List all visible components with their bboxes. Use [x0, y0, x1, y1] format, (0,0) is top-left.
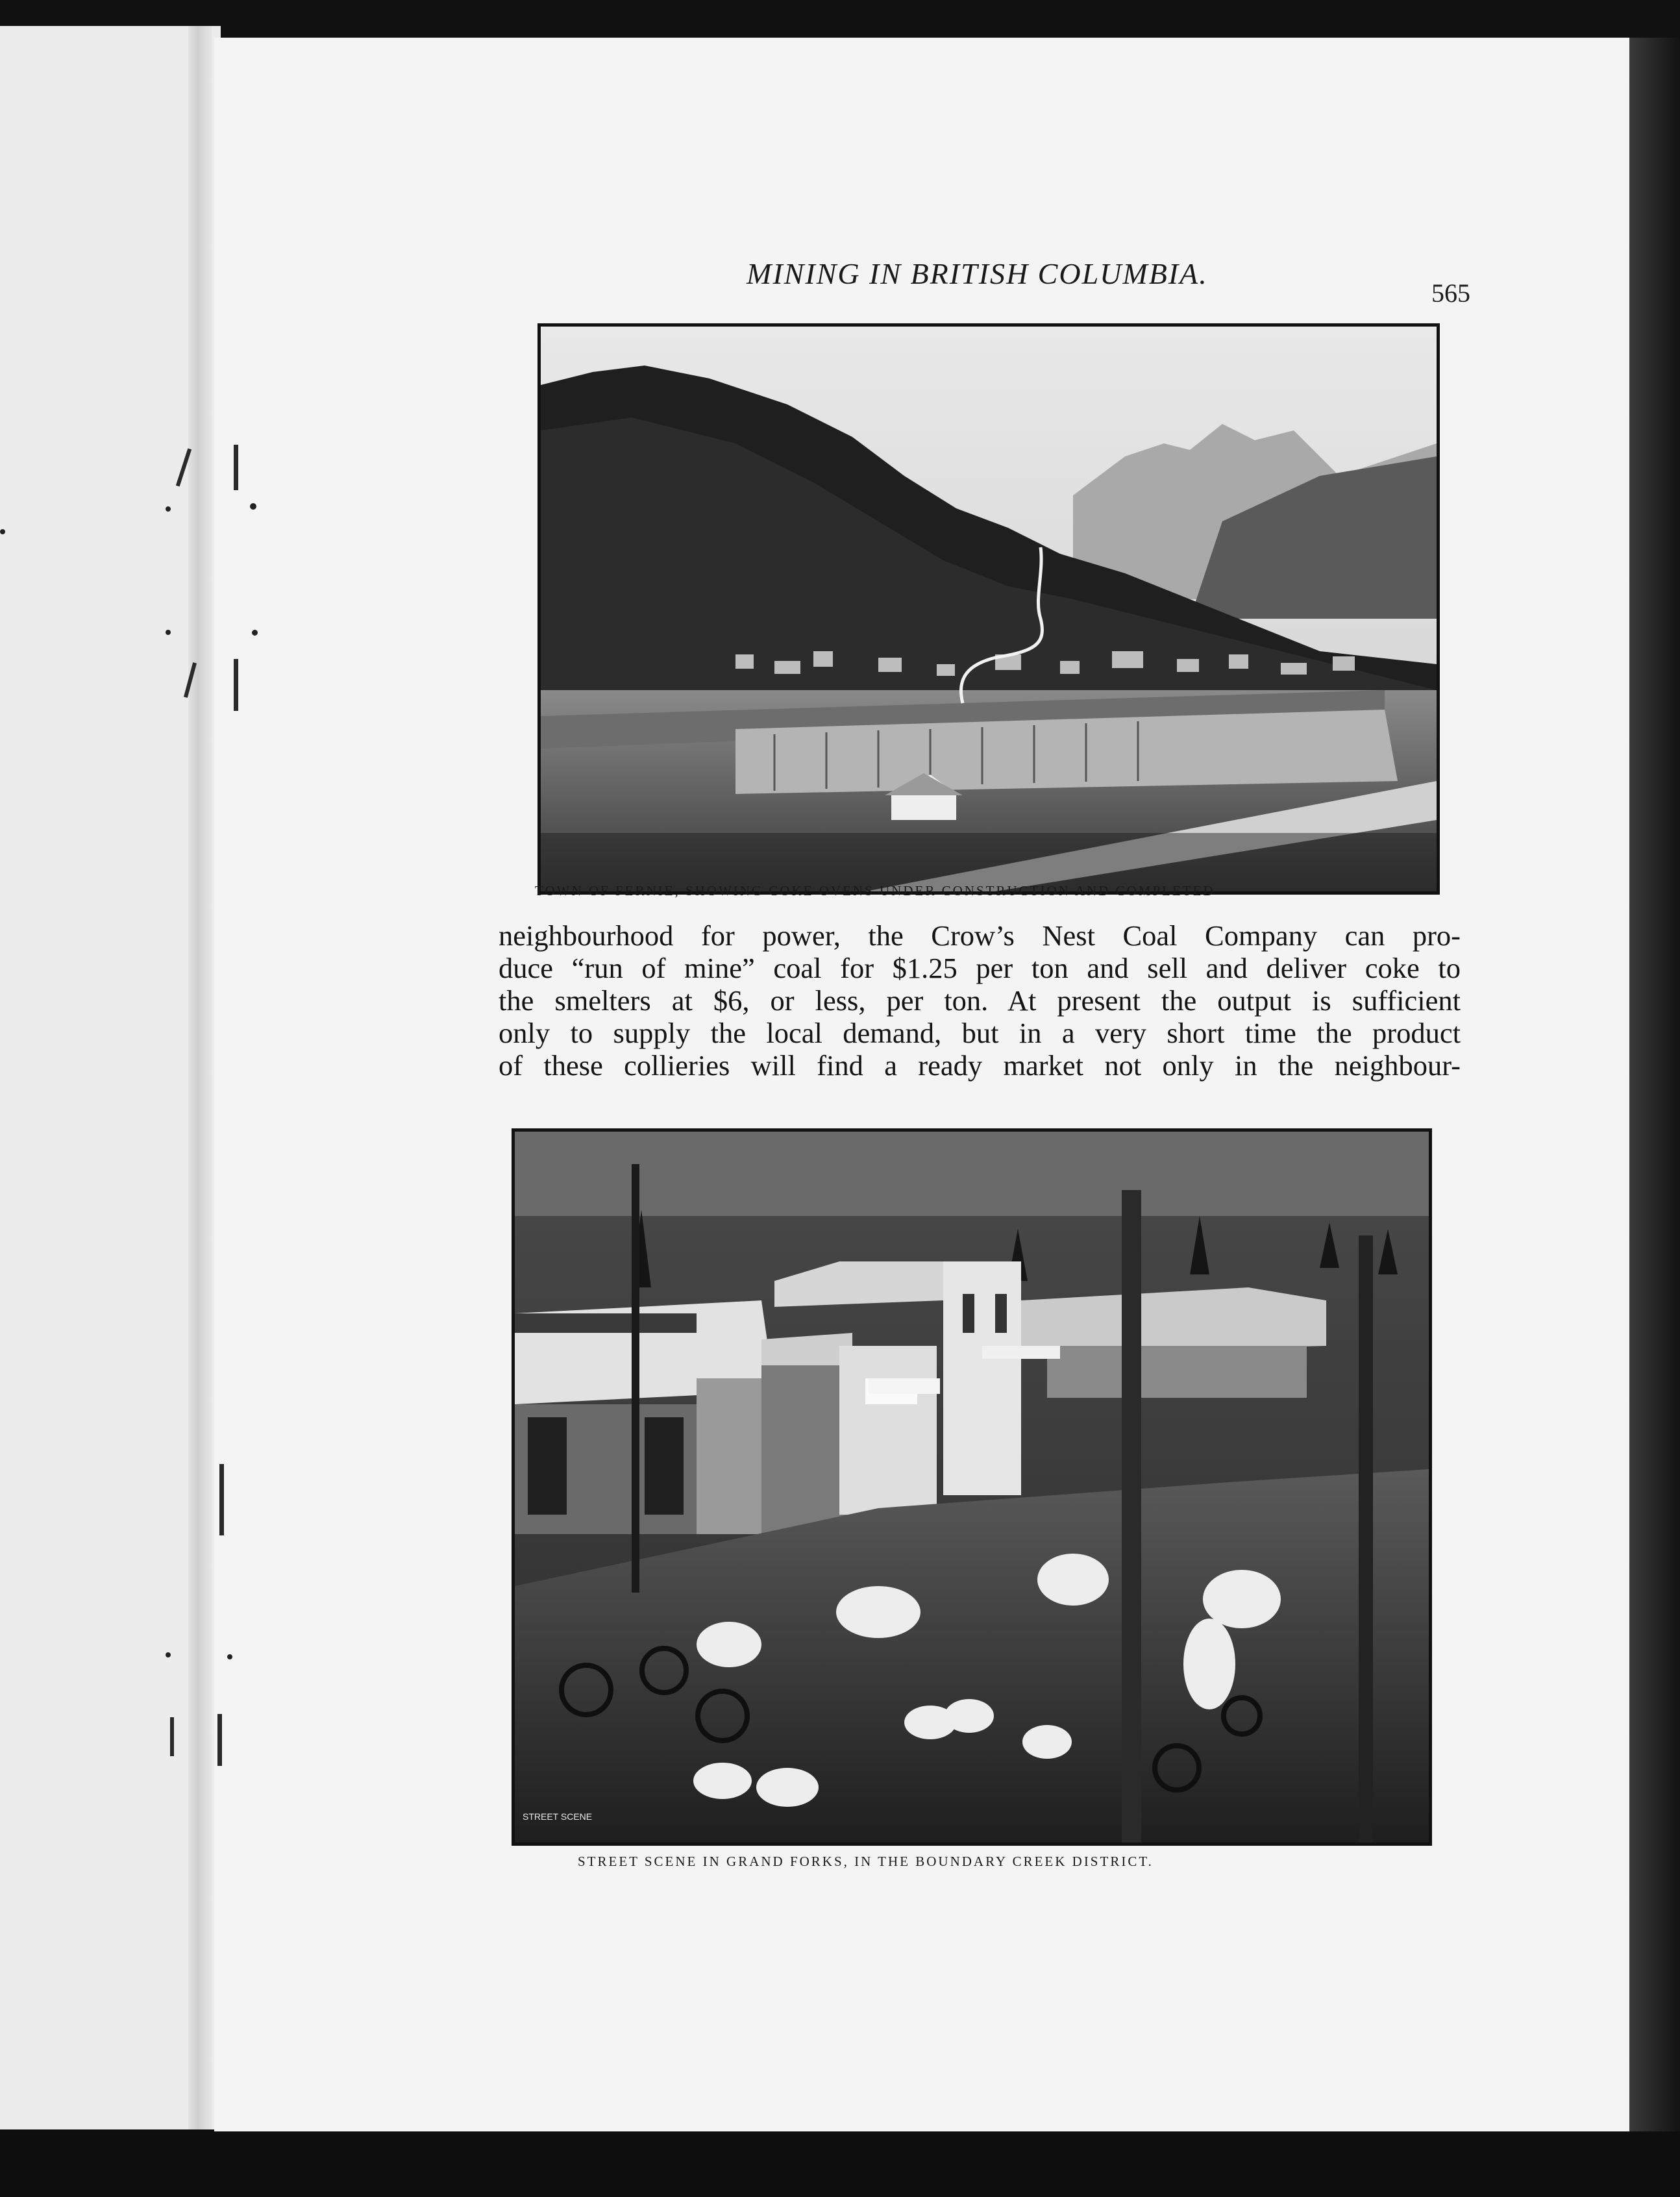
body-paragraph — [499, 919, 1461, 1082]
photo-grand-forks-illustration — [515, 1132, 1429, 1843]
running-head: MINING IN BRITISH COLUMBIA. — [747, 257, 1208, 290]
body-line: of these collieries will find a ready market not only in the neighbour- — [499, 1049, 1461, 1082]
binding-gutter — [188, 26, 212, 2129]
scan-background-top — [0, 0, 1680, 40]
figure-caption-1: TOWN OF FERNIE, SHOWING COKE OVENS UNDER CONSTRUCTION AND COMPLETED — [535, 883, 1215, 899]
photo-fernie-town — [537, 323, 1440, 895]
body-line: only to supply the local demand, but in a very short time the product — [499, 1017, 1461, 1049]
body-line: the smelters at $6, or less, per ton. At present the output is sufficient — [499, 984, 1461, 1017]
photo-grand-forks-street — [512, 1128, 1432, 1846]
photo-fernie-illustration — [541, 327, 1437, 891]
page-number: 565 — [1431, 279, 1470, 308]
scan-background-bottom — [0, 2131, 1680, 2197]
body-line: duce “run of mine” coal for $1.25 per ton and sell and deliver coke to — [499, 952, 1461, 984]
body-line: neighbourhood for power, the Crow’s Nest Coal Company can pro- — [499, 919, 1461, 952]
page-edge-right — [1629, 38, 1680, 2197]
facing-page-left — [0, 26, 221, 2129]
figure-caption-2: STREET SCENE IN GRAND FORKS, IN THE BOUNDARY CREEK DISTRICT. — [578, 1854, 1154, 1869]
photo-inscription: STREET SCENE — [523, 1811, 593, 1822]
